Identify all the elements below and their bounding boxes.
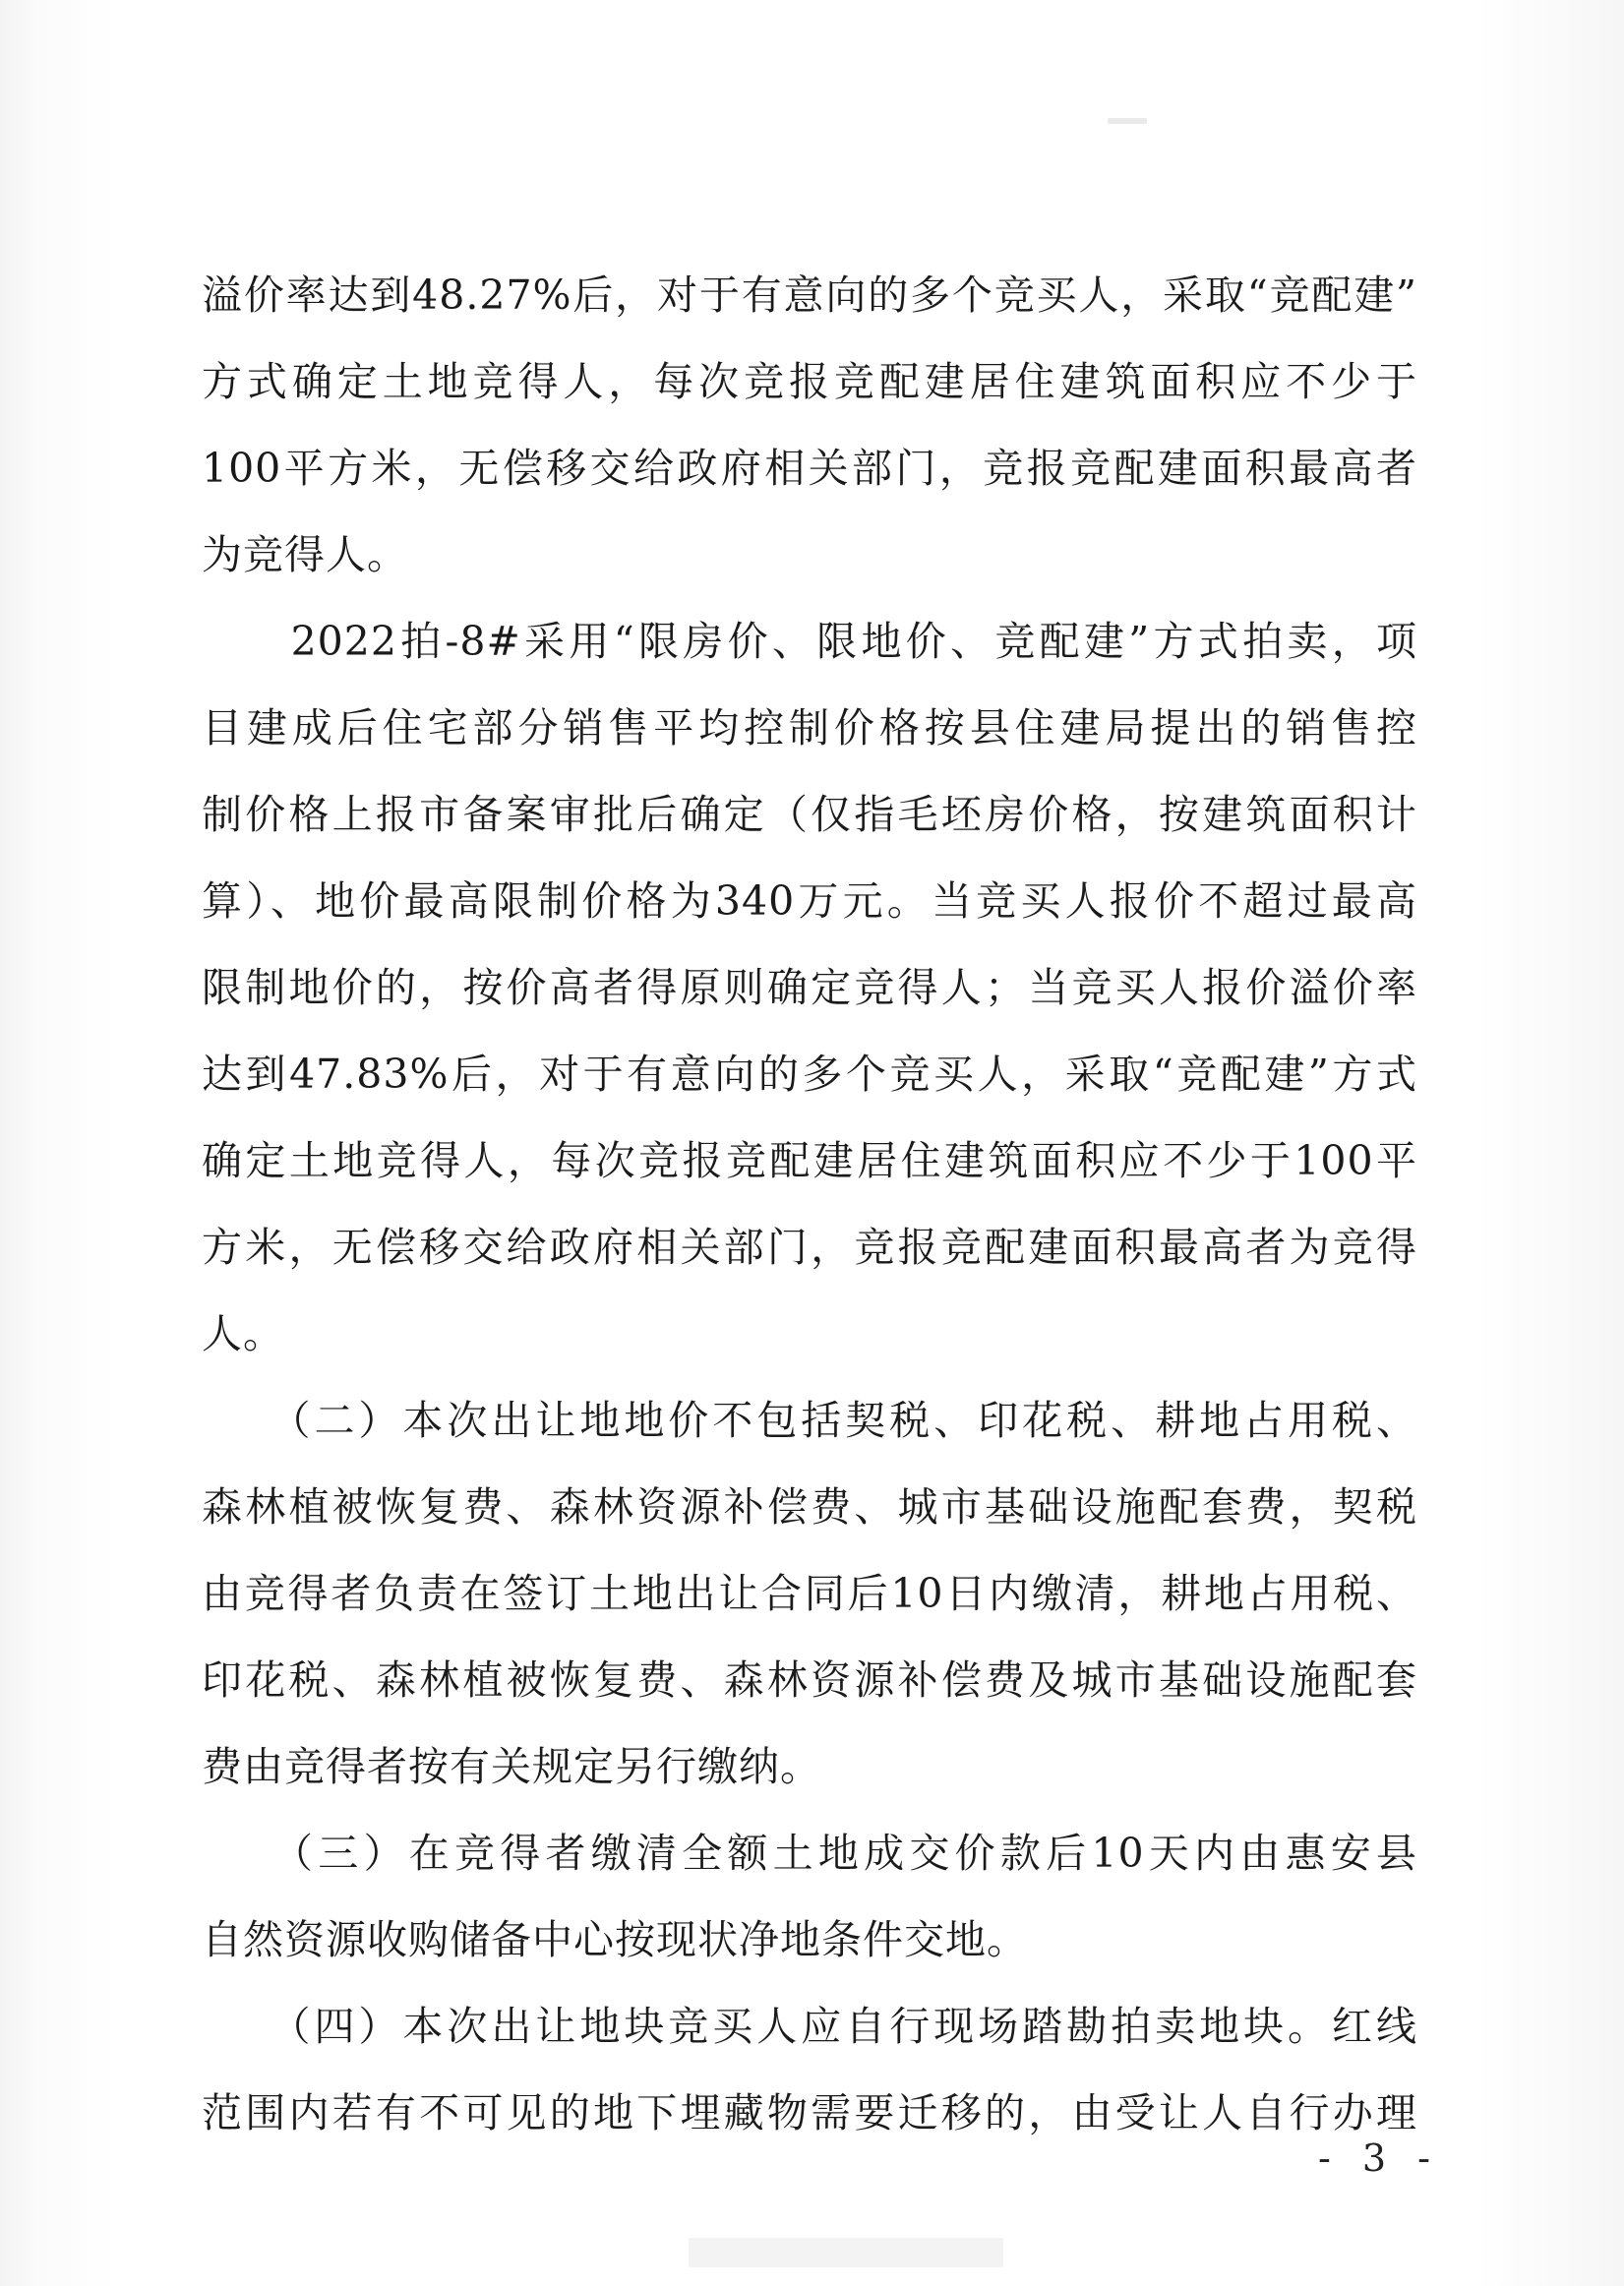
- text-line: 森林植被恢复费、森林资源补偿费、城市基础设施配套费，契税: [202, 1483, 1417, 1531]
- text-line: 算）、地价最高限制价格为340万元。当竞买人报价不超过最高: [202, 877, 1417, 925]
- text-line: 方米，无偿移交给政府相关部门，竞报竞配建面积最高者为竞得: [202, 1224, 1417, 1271]
- text-line: （四）本次出让地块竞买人应自行现场踏勘拍卖地块。红线: [202, 2003, 1417, 2050]
- body-text: [202, 252, 1417, 2156]
- text-line: 100平方米，无偿移交给政府相关部门，竞报竞配建面积最高者: [202, 445, 1417, 492]
- text-line: 人。: [202, 1310, 284, 1357]
- scan-artifact: [1108, 118, 1147, 124]
- text-line: 印花税、森林植被恢复费、森林资源补偿费及城市基础设施配套: [202, 1656, 1417, 1704]
- text-line: （三）在竞得者缴清全额土地成交价款后10天内由惠安县: [202, 1830, 1417, 1877]
- text-line: 2022拍-8#采用“限房价、限地价、竞配建”方式拍卖，项: [202, 618, 1417, 665]
- text-line: 为竞得人。: [202, 531, 408, 578]
- text-line: 限制地价的，按价高者得原则确定竞得人；当竞买人报价溢价率: [202, 964, 1417, 1011]
- text-line: 自然资源收购储备中心按现状净地条件交地。: [202, 1916, 1028, 1963]
- text-line: 制价格上报市备案审批后确定（仅指毛坯房价格，按建筑面积计: [202, 791, 1417, 838]
- text-line: 溢价率达到48.27%后，对于有意向的多个竞买人，采取“竞配建”: [202, 271, 1417, 319]
- text-line: 范围内若有不可见的地下埋藏物需要迁移的，由受让人自行办理: [202, 2089, 1417, 2136]
- page-number: - 3 -: [1318, 2136, 1441, 2180]
- text-line: 目建成后住宅部分销售平均控制价格按县住建局提出的销售控: [202, 704, 1417, 752]
- scan-artifact: [689, 2238, 1003, 2267]
- text-line: 达到47.83%后，对于有意向的多个竞买人，采取“竞配建”方式: [202, 1051, 1417, 1098]
- text-line: 由竞得者负责在签订土地出让合同后10日内缴清，耕地占用税、: [202, 1570, 1417, 1617]
- text-line: （二）本次出让地地价不包括契税、印花税、耕地占用税、: [202, 1397, 1417, 1444]
- text-line: 费由竞得者按有关规定另行缴纳。: [202, 1743, 821, 1790]
- text-line: 确定土地竞得人，每次竞报竞配建居住建筑面积应不少于100平: [202, 1137, 1417, 1184]
- text-line: 方式确定土地竞得人，每次竞报竞配建居住建筑面积应不少于: [202, 358, 1417, 405]
